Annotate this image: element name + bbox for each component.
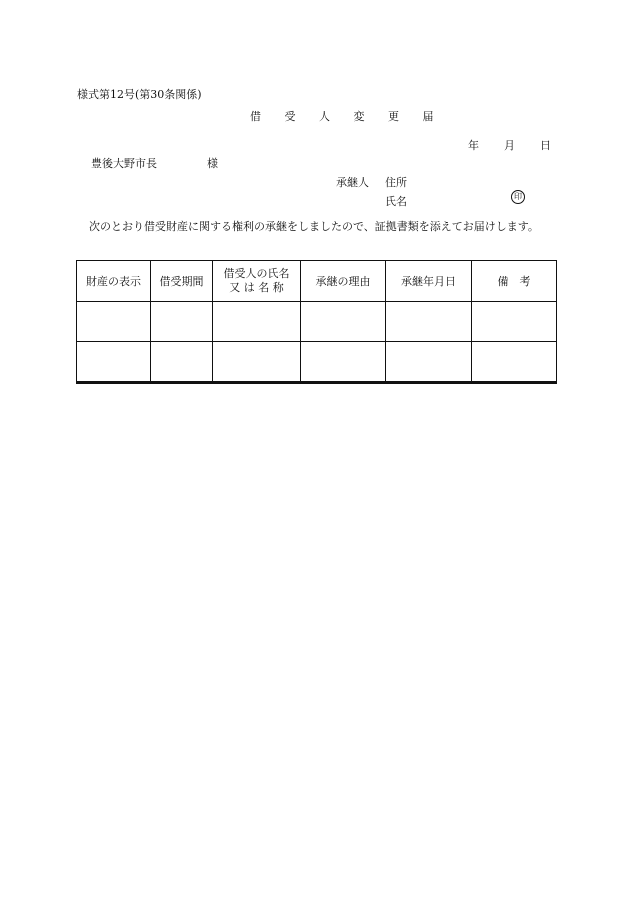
records-table bbox=[76, 260, 557, 384]
table-cell[interactable] bbox=[213, 342, 301, 383]
table-cell[interactable] bbox=[386, 302, 472, 342]
table-cell[interactable] bbox=[301, 302, 386, 342]
table-cell[interactable] bbox=[472, 302, 557, 342]
date-month-label: 月 bbox=[504, 139, 515, 152]
date-day-label: 日 bbox=[540, 139, 551, 152]
table-row bbox=[77, 302, 557, 342]
header-lessee-name-line2: 又 は 名 称 bbox=[229, 281, 284, 294]
table-cell[interactable] bbox=[386, 342, 472, 383]
addressee-honorific: 様 bbox=[207, 157, 218, 170]
addressee bbox=[91, 155, 218, 171]
table-cell[interactable] bbox=[472, 342, 557, 383]
seal-mark: 印 bbox=[511, 190, 525, 204]
successor-label: 承継人 bbox=[336, 176, 369, 189]
date-year-label: 年 bbox=[468, 139, 479, 152]
header-succession-reason: 承継の理由 bbox=[301, 261, 386, 302]
table-cell[interactable] bbox=[151, 302, 213, 342]
date-line bbox=[468, 137, 551, 153]
addressee-name: 豊後大野市長 bbox=[91, 157, 157, 170]
table-cell[interactable] bbox=[213, 302, 301, 342]
successor-name-label: 氏名 bbox=[385, 195, 407, 208]
document-title: 借 受 人 変 更 届 bbox=[250, 110, 444, 123]
header-lessee-name bbox=[213, 261, 301, 302]
table-cell[interactable] bbox=[151, 342, 213, 383]
header-lease-period: 借受期間 bbox=[151, 261, 213, 302]
header-remarks: 備 考 bbox=[472, 261, 557, 302]
table-row bbox=[77, 342, 557, 383]
table-cell[interactable] bbox=[77, 342, 151, 383]
table-cell[interactable] bbox=[301, 342, 386, 383]
header-succession-date: 承継年月日 bbox=[386, 261, 472, 302]
table-cell[interactable] bbox=[77, 302, 151, 342]
header-property-display: 財産の表示 bbox=[77, 261, 151, 302]
body-text: 次のとおり借受財産に関する権利の承継をしましたので、証拠書類を添えてお届けします。 bbox=[89, 220, 539, 233]
header-lessee-name-line1: 借受人の氏名 bbox=[223, 267, 290, 280]
table-header-row bbox=[77, 261, 557, 302]
form-number: 様式第12号(第30条関係) bbox=[77, 88, 202, 101]
successor-address-label: 住所 bbox=[385, 176, 407, 189]
